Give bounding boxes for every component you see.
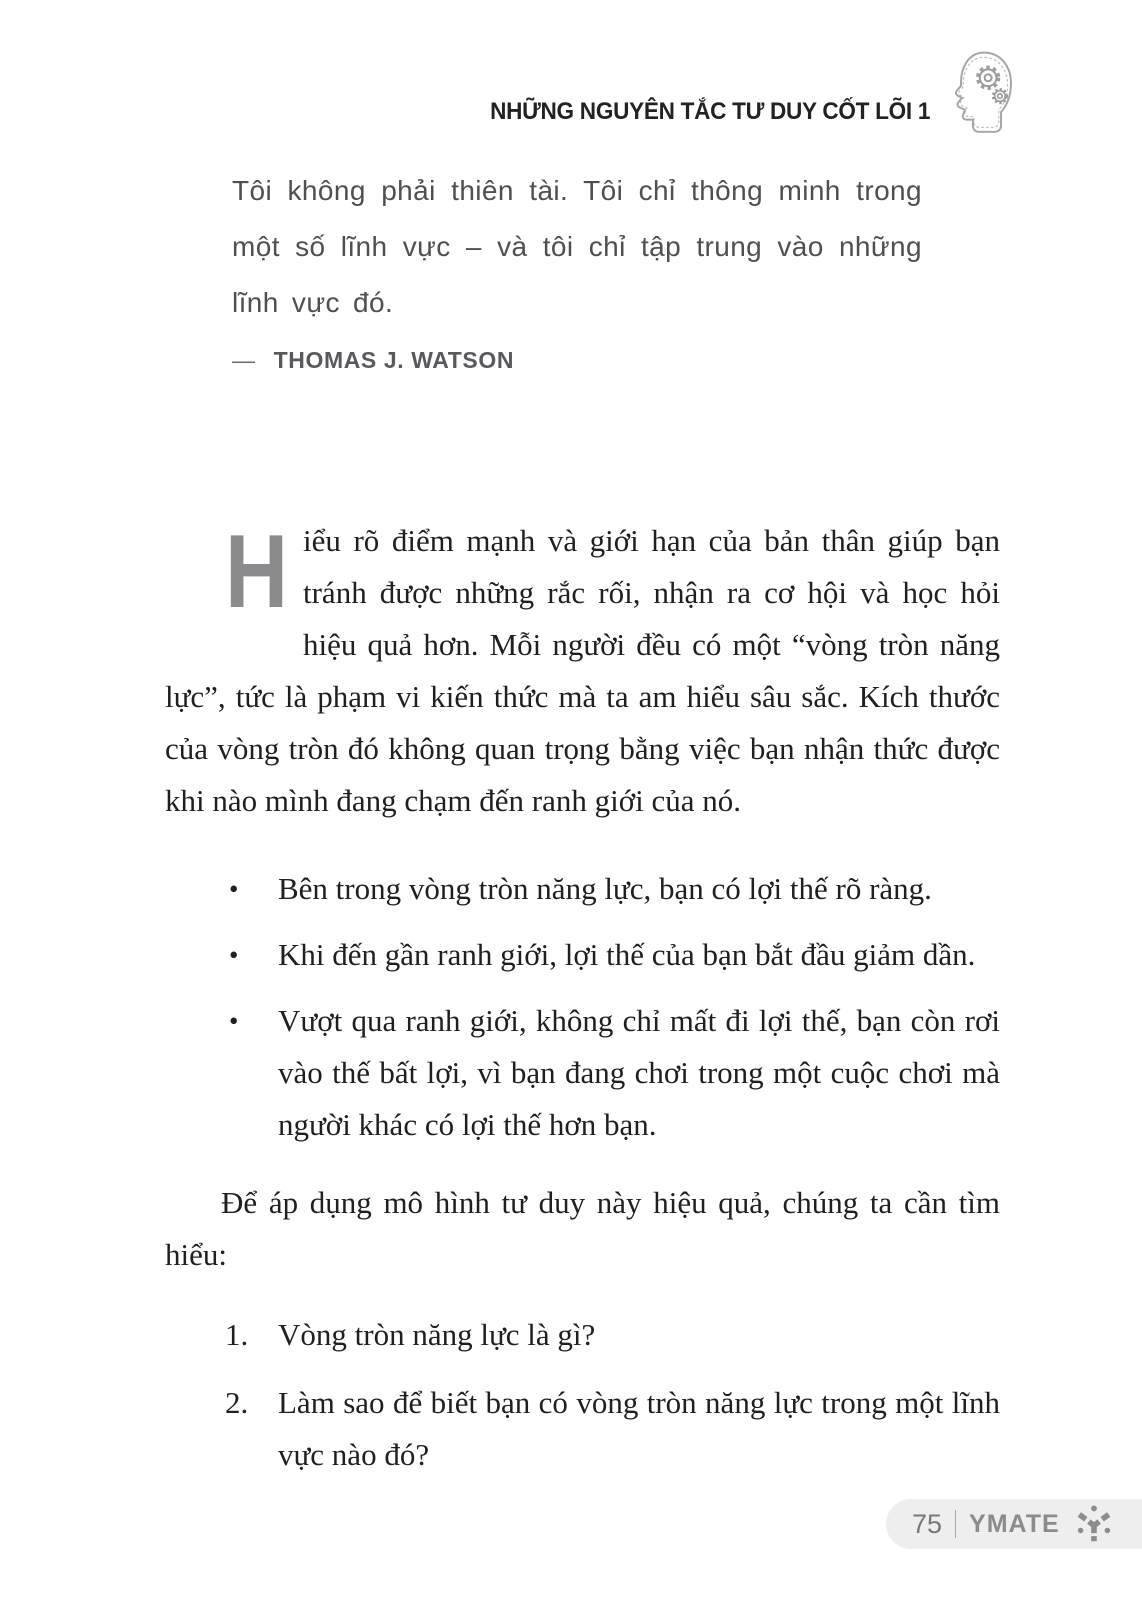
item-number: 1. bbox=[225, 1317, 249, 1352]
item-text: Làm sao để biết bạn có vòng tròn năng lực trong một lĩnh vực nào đó? bbox=[278, 1385, 1000, 1472]
item-number: 2. bbox=[225, 1385, 249, 1420]
bullet-icon: • bbox=[229, 874, 239, 904]
page-header bbox=[462, 46, 1014, 140]
quote-attribution bbox=[232, 347, 922, 374]
ymate-logo-icon bbox=[1075, 1504, 1113, 1544]
list-item bbox=[165, 1377, 1000, 1481]
bullet-text: Bên trong vòng tròn năng lực, bạn có lợi thế rõ ràng. bbox=[278, 871, 932, 906]
attribution-dash: — bbox=[232, 347, 256, 373]
opening-paragraph bbox=[165, 515, 1000, 827]
item-text: Vòng tròn năng lực là gì? bbox=[278, 1317, 596, 1352]
quote-text: Tôi không phải thiên tài. Tôi chỉ thông minh trong một số lĩnh vực – và tôi chỉ tập trung vào những lĩnh vực đó. bbox=[232, 175, 922, 318]
list-item bbox=[165, 863, 1000, 915]
bullet-text: Vượt qua ranh giới, không chỉ mất đi lợi thế, bạn còn rơi vào thế bất lợi, vì bạn đang chơi trong một cuộc chơi mà người khác có lợi thế hơn bạn. bbox=[278, 1003, 1000, 1142]
list-item bbox=[165, 1309, 1000, 1361]
footer-divider bbox=[955, 1510, 956, 1538]
drop-cap: H bbox=[225, 514, 289, 630]
bullet-icon: • bbox=[229, 1006, 239, 1036]
page-number: 75 bbox=[912, 1508, 943, 1539]
bullet-text: Khi đến gần ranh giới, lợi thế của bạn bắt đầu giảm dần. bbox=[278, 937, 976, 972]
list-item bbox=[165, 929, 1000, 981]
head-gears-icon bbox=[944, 46, 1014, 140]
article-body bbox=[165, 515, 1000, 1497]
footer-page-tab bbox=[886, 1499, 1142, 1549]
bullet-icon: • bbox=[229, 940, 239, 970]
epigraph bbox=[232, 163, 922, 374]
chapter-title: NHỮNG NGUYÊN TẮC TƯ DUY CỐT LÕI 1 bbox=[489, 98, 930, 125]
transition-paragraph: Để áp dụng mô hình tư duy này hiệu quả, chúng ta cần tìm hiểu: bbox=[165, 1185, 1000, 1272]
publisher-brand: YMATE bbox=[969, 1509, 1060, 1538]
list-item bbox=[165, 995, 1000, 1151]
paragraph-text: iểu rõ điểm mạnh và giới hạn của bản thân giúp bạn tránh được những rắc rối, nhận ra cơ hội và học hỏi hiệu quả hơn. Mỗi người đều có một “vòng tròn năng lực”, tức là phạm vi kiến thức mà ta am hiểu sâu sắc. Kích thước của vòng tròn đó không quan trọng bằng việc bạn nhận thức được khi nào mình đang chạm đến ranh giới của nó. bbox=[165, 523, 1000, 818]
bullet-list bbox=[165, 863, 1000, 1151]
numbered-list bbox=[165, 1309, 1000, 1481]
attribution-name: THOMAS J. WATSON bbox=[273, 347, 515, 373]
